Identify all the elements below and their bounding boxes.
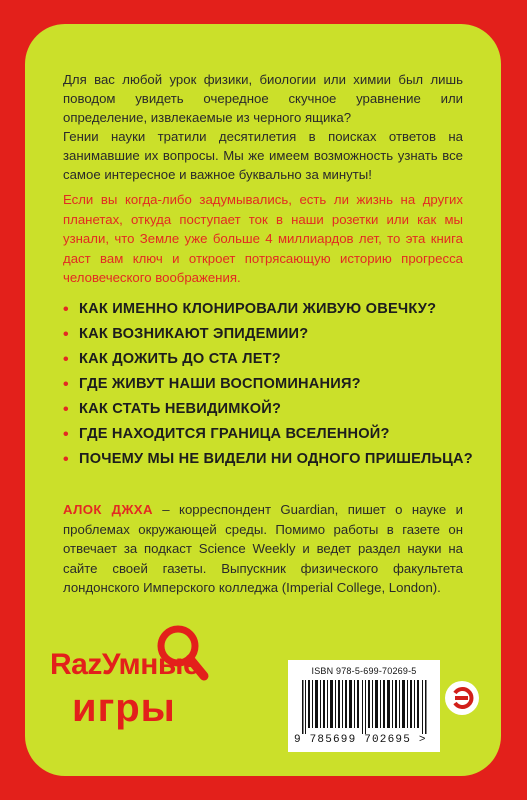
bullet-icon: • (63, 426, 69, 443)
bullet-icon: • (63, 451, 69, 468)
bullet-icon: • (63, 326, 69, 343)
barcode-number: 9 785699 702695 > (294, 734, 427, 746)
author-name: АЛОК ДЖХА (63, 502, 153, 517)
intro-paragraph-2: Гении науки тратили десятилетия в поисках ответов на занимавшие их вопросы. Мы же имеем возможность узнать все самое интересное и важное буквально за минуты! (63, 129, 463, 182)
question-item (63, 325, 473, 344)
publisher-logo-icon (444, 680, 480, 716)
question-text: КАК ДОЖИТЬ ДО СТА ЛЕТ? (79, 351, 281, 367)
bullet-icon: • (63, 351, 69, 368)
bullet-icon: • (63, 401, 69, 418)
question-text: ГДЕ ЖИВУТ НАШИ ВОСПОМИНАНИЯ? (79, 376, 361, 392)
question-text: КАК ИМЕННО КЛОНИРОВАЛИ ЖИВУЮ ОВЕЧКУ? (79, 301, 437, 317)
hook-paragraph: Если вы когда-либо задумывались, есть ли жизнь на других планетах, откуда поступает ток в наши розетки или как мы узнали, что Земле уже больше 4 миллиардов лет, то эта книга даст вам ключ и откроет потрясающую историю прогресса человеческого воображения. (63, 192, 463, 285)
isbn-text: ISBN 978-5-699-70269-5 (311, 666, 417, 676)
barcode-icon (302, 680, 428, 734)
question-text: КАК ВОЗНИКАЮТ ЭПИДЕМИИ? (79, 326, 309, 342)
intro-text (63, 70, 463, 184)
question-text: ПОЧЕМУ МЫ НЕ ВИДЕЛИ НИ ОДНОГО ПРИШЕЛЬЦА? (79, 451, 473, 467)
barcode-box (288, 660, 440, 752)
series-logo-line1: RazУмные (50, 648, 200, 681)
question-item (63, 350, 473, 369)
question-item (63, 450, 473, 469)
intro-paragraph-1: Для вас любой урок физики, биологии или химии был лишь поводом увидеть очередное скучное уравнение или определение, извлекаемые из черного ящика? (63, 72, 463, 125)
question-text: ГДЕ НАХОДИТСЯ ГРАНИЦА ВСЕЛЕННОЙ? (79, 426, 390, 442)
author-bio (63, 500, 463, 598)
question-item (63, 425, 473, 444)
question-item (63, 375, 473, 394)
series-logo-line2: игры (72, 686, 176, 730)
question-list (63, 300, 473, 475)
series-logo (50, 620, 240, 730)
question-item (63, 400, 473, 419)
question-item (63, 300, 473, 319)
author-bio-text: – корреспондент Guardian, пишет о науке и проблемах окружающей среды. Помимо работы в газете он отвечает за подкаст Science Weekly и ведет раздел науки на сайте своей газеты. Выпускник физического факультета лондонского Имперского колледжа (Imperial College, London). (63, 502, 463, 595)
question-text: КАК СТАТЬ НЕВИДИМКОЙ? (79, 401, 282, 417)
bullet-icon: • (63, 376, 69, 393)
bullet-icon: • (63, 301, 69, 318)
